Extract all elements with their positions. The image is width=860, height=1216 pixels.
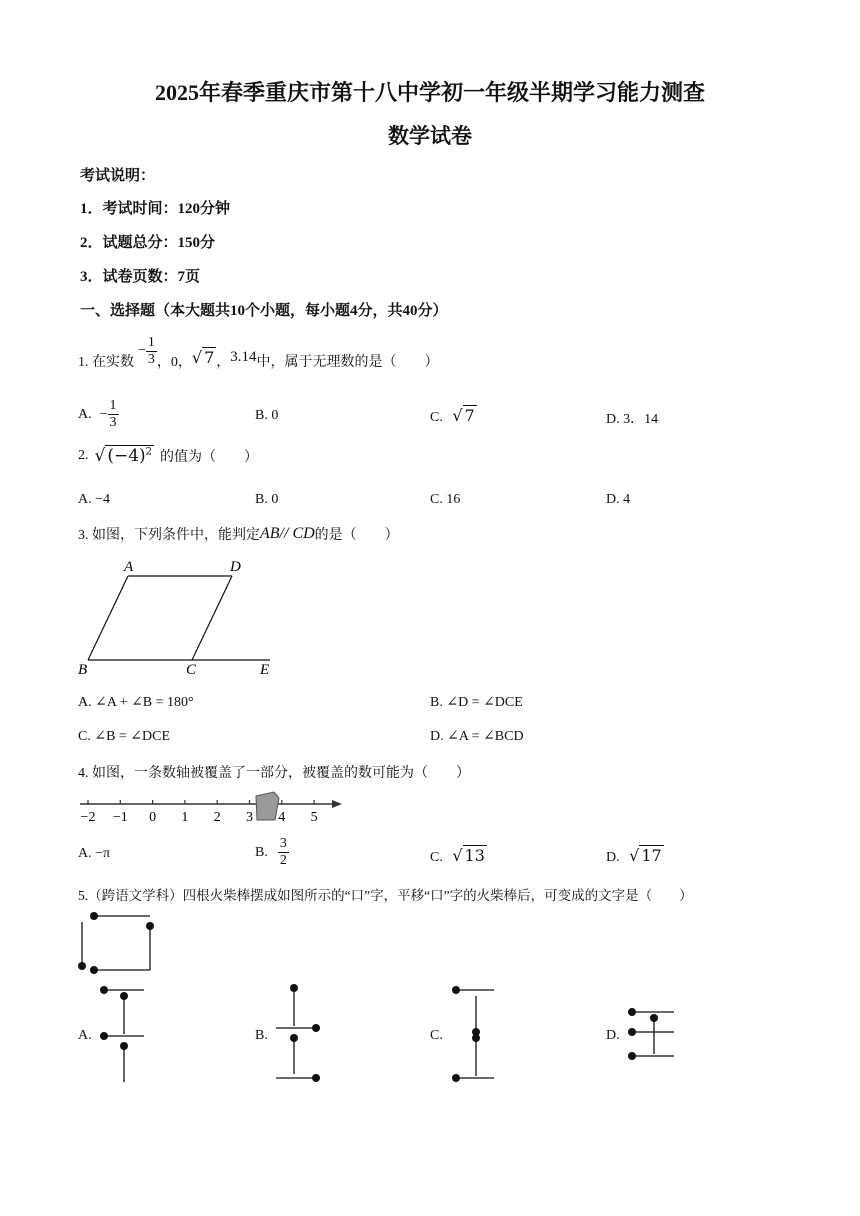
instruction-item: 3．试卷页数：7页	[80, 269, 201, 285]
question-5: 5.（跨语文学科）四根火柴棒摆成如图所示的“口”字，平移“口”字的火柴棒后，可变成的文字是（ ）	[78, 888, 693, 903]
option-label: A.	[78, 406, 92, 422]
instructions-heading: 考试说明：	[80, 168, 156, 184]
q1-fraction: − $\frac{1}{3}$	[138, 334, 155, 367]
question-4: 4. 如图，一条数轴被覆盖了一部分，被覆盖的数可能为（ ）	[78, 766, 470, 781]
label-a: A	[124, 559, 134, 575]
axis-tick-label: 0	[149, 810, 157, 825]
q3-option-a[interactable]: A. ∠A + ∠B = 180°	[78, 695, 194, 710]
axis-tick-label: −1	[112, 810, 128, 825]
q5-option-a-figure	[94, 982, 164, 1086]
axis-tick-label: 4	[278, 810, 286, 825]
q5-matchstick-square	[70, 906, 170, 986]
q3-option-c[interactable]: C. ∠B = ∠DCE	[78, 729, 171, 744]
label-e: E	[260, 662, 270, 678]
q2-sqrt: √ $(-4)^2$	[94, 446, 153, 466]
q5-option-d-figure	[622, 1002, 682, 1066]
q1-suffix: 中，属于无理数的是（ ）	[256, 355, 439, 370]
q2-option-d[interactable]: D. 4	[606, 492, 631, 507]
q4-option-d[interactable]: D. √ 17	[606, 846, 662, 865]
q2-prefix: 2.	[78, 448, 89, 463]
line-dc	[192, 576, 232, 660]
line-ab	[88, 576, 128, 660]
q2-option-b[interactable]: B. 0	[255, 492, 279, 507]
q2-option-a[interactable]: A. −4	[78, 492, 111, 507]
axis-tick-label: 2	[213, 810, 221, 825]
q5-option-b[interactable]: B.	[255, 1028, 268, 1043]
label-d: D	[230, 559, 241, 575]
label-c: C	[186, 662, 197, 678]
q3-option-b[interactable]: B. ∠D = ∠DCE	[430, 695, 523, 710]
q4-option-c[interactable]: C. √ 13	[430, 846, 485, 865]
q3-math: AB// CD	[260, 525, 315, 542]
q3-prefix: 3. 如图，下列条件中，能判定	[78, 528, 260, 543]
section-heading: 一、选择题（本大题共10个小题，每小题4分，共40分）	[80, 303, 448, 319]
question-1	[78, 336, 439, 386]
q2-suffix: 的值为（ ）	[160, 450, 259, 465]
q5-option-d[interactable]: D.	[606, 1028, 620, 1043]
q4-option-b[interactable]: B. $\frac{3}{2}$	[255, 836, 287, 868]
q5-option-a[interactable]: A.	[78, 1028, 92, 1043]
instruction-item: 1．考试时间：120分钟	[80, 201, 231, 217]
q1-option-c[interactable]: C. √ 7	[430, 406, 475, 425]
q1-option-a[interactable]: A. − $\frac{1}{3}$	[78, 398, 117, 430]
option-label: B.	[255, 844, 268, 860]
q5-option-c[interactable]: C.	[430, 1028, 443, 1043]
q2-option-c[interactable]: C. 16	[430, 492, 461, 507]
label-b: B	[78, 662, 88, 678]
page-title: 2025年春季重庆市第十八中学初一年级半期学习能力测查	[154, 80, 705, 105]
page-subtitle: 数学试卷	[388, 124, 472, 148]
axis-tick-label: −2	[80, 810, 96, 825]
axis-arrow	[332, 800, 342, 808]
cover-patch	[256, 792, 279, 820]
axis-tick-label: 3	[246, 810, 253, 825]
question-2	[78, 446, 258, 466]
q1-option-d[interactable]: D. 3．14	[606, 412, 659, 427]
q3-figure	[70, 556, 290, 680]
axis-tick-label: 5	[310, 810, 318, 825]
q4-option-a[interactable]: A. −π	[78, 846, 111, 861]
q1-prefix: 1. 在实数	[78, 355, 134, 370]
option-label: D.	[606, 850, 620, 865]
instruction-item: 2．试题总分：150分	[80, 235, 216, 251]
option-label: C.	[430, 410, 443, 425]
q1-zero: ，0，	[156, 355, 192, 370]
axis-tick-label: 1	[181, 810, 189, 825]
option-label: C.	[430, 850, 443, 865]
q1-sqrt: √ 7	[191, 347, 215, 367]
q5-option-b-figure	[268, 980, 338, 1088]
q1-value: 3.14	[230, 348, 257, 365]
q5-option-c-figure	[446, 982, 506, 1086]
q1-comma: ，	[216, 355, 231, 370]
q3-suffix: 的是（ ）	[314, 528, 399, 543]
q3-option-d[interactable]: D. ∠A = ∠BCD	[430, 729, 524, 744]
number-line-figure	[70, 786, 350, 826]
question-3	[78, 524, 399, 544]
q1-option-b[interactable]: B. 0	[255, 408, 279, 423]
